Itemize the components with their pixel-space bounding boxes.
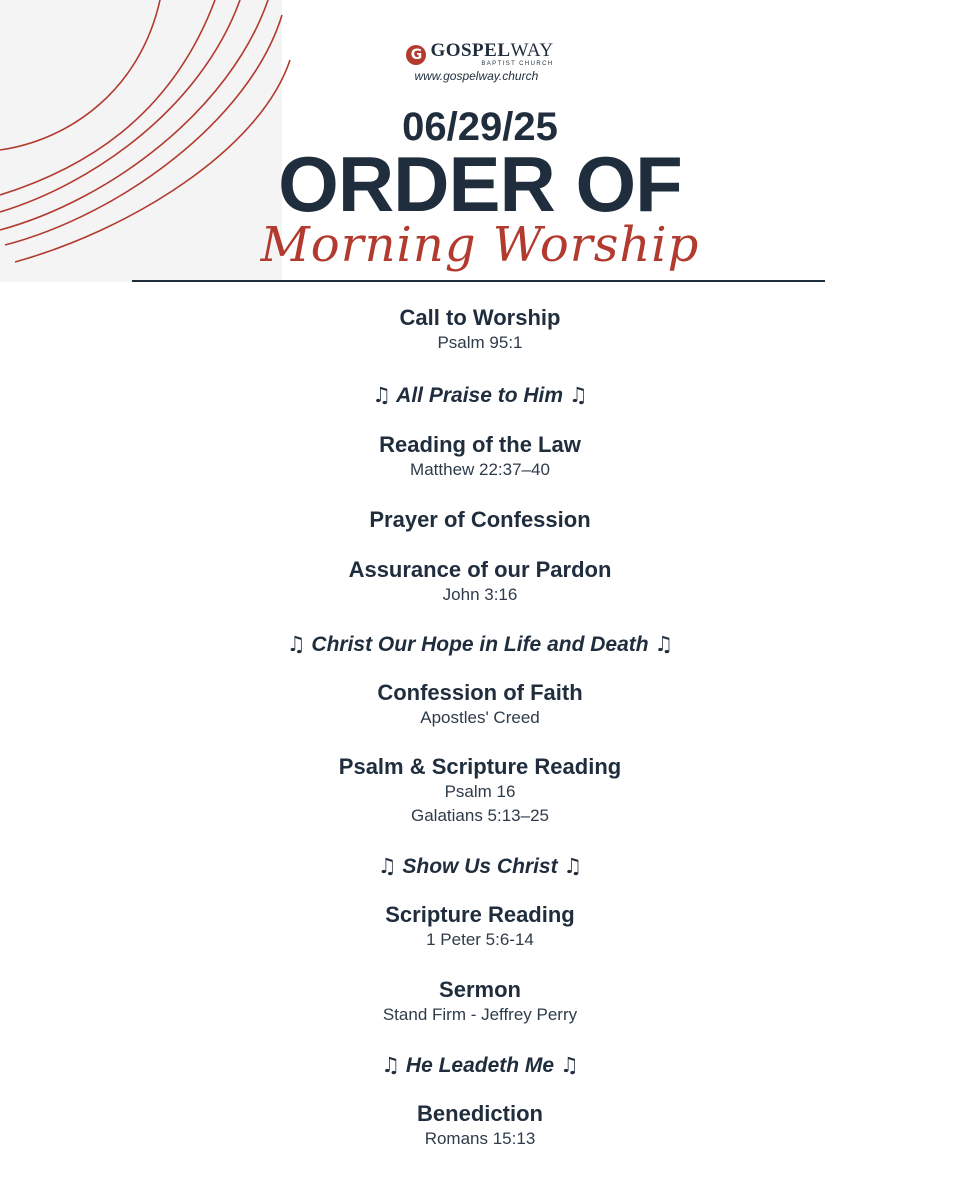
hymn-name: He Leadeth Me: [400, 1054, 560, 1077]
order-item: [0, 507, 960, 533]
hymn-name: Show Us Christ: [396, 855, 564, 878]
order-item-title: Prayer of Confession: [369, 507, 591, 532]
order-item: [0, 754, 960, 828]
logo-subtitle: BAPTIST CHURCH: [481, 61, 554, 67]
hymn-item: [0, 631, 960, 658]
order-item-detail: Matthew 22:37–40: [410, 460, 550, 479]
order-item: [0, 977, 960, 1027]
order-item: [0, 557, 960, 607]
hymn-name: All Praise to Him: [391, 384, 569, 407]
script-subtitle: Morning Worship: [260, 217, 700, 273]
music-note-icon: ♫: [286, 632, 306, 656]
order-item-title: Assurance of our Pardon: [348, 557, 612, 582]
order-item-detail: 1 Peter 5:6-14: [426, 930, 534, 949]
hymn-item: [0, 382, 960, 409]
hymn-title: [0, 631, 960, 658]
order-item-title: Confession of Faith: [377, 680, 583, 705]
order-item-title: Reading of the Law: [379, 432, 581, 457]
logo-name: GOSPELWAY: [430, 40, 554, 61]
order-item-detail: John 3:16: [442, 585, 518, 604]
hymn-title: [0, 853, 960, 880]
order-item: [0, 1101, 960, 1151]
hymn-item: [0, 1052, 960, 1079]
music-note-icon: ♫: [381, 1053, 401, 1077]
hymn-title: [0, 382, 960, 409]
church-url: www.gospelway.church: [414, 69, 539, 83]
divider: [132, 280, 825, 282]
order-item: [0, 432, 960, 482]
service-date: 06/29/25: [402, 105, 558, 149]
order-item-title: Benediction: [417, 1101, 543, 1126]
order-item-detail: Stand Firm - Jeffrey Perry: [382, 1005, 578, 1024]
music-note-icon: ♫: [377, 854, 397, 878]
order-item-detail: Psalm 16: [444, 782, 516, 801]
order-item-detail: Romans 15:13: [424, 1129, 536, 1148]
order-item-detail: Apostles' Creed: [420, 708, 540, 727]
music-note-icon: ♫: [654, 632, 674, 656]
order-item-detail: Psalm 95:1: [437, 333, 523, 352]
hymn-name: Christ Our Hope in Life and Death: [305, 633, 655, 656]
church-logo: [0, 42, 960, 83]
order-item-title: Call to Worship: [399, 305, 561, 330]
music-note-icon: ♫: [563, 854, 583, 878]
order-item-title: Sermon: [439, 977, 521, 1002]
hymn-item: [0, 853, 960, 880]
logo-g-icon: G: [406, 45, 426, 65]
order-item: [0, 902, 960, 952]
order-item-title: Scripture Reading: [385, 902, 575, 927]
music-note-icon: ♫: [559, 1053, 579, 1077]
order-item-detail: Galatians 5:13–25: [411, 806, 549, 825]
order-item-title: Psalm & Scripture Reading: [338, 754, 622, 779]
order-item: [0, 305, 960, 355]
music-note-icon: ♫: [568, 383, 588, 407]
order-item: [0, 680, 960, 730]
music-note-icon: ♫: [372, 383, 392, 407]
page-title: ORDER OF: [278, 140, 682, 228]
hymn-title: [0, 1052, 960, 1079]
